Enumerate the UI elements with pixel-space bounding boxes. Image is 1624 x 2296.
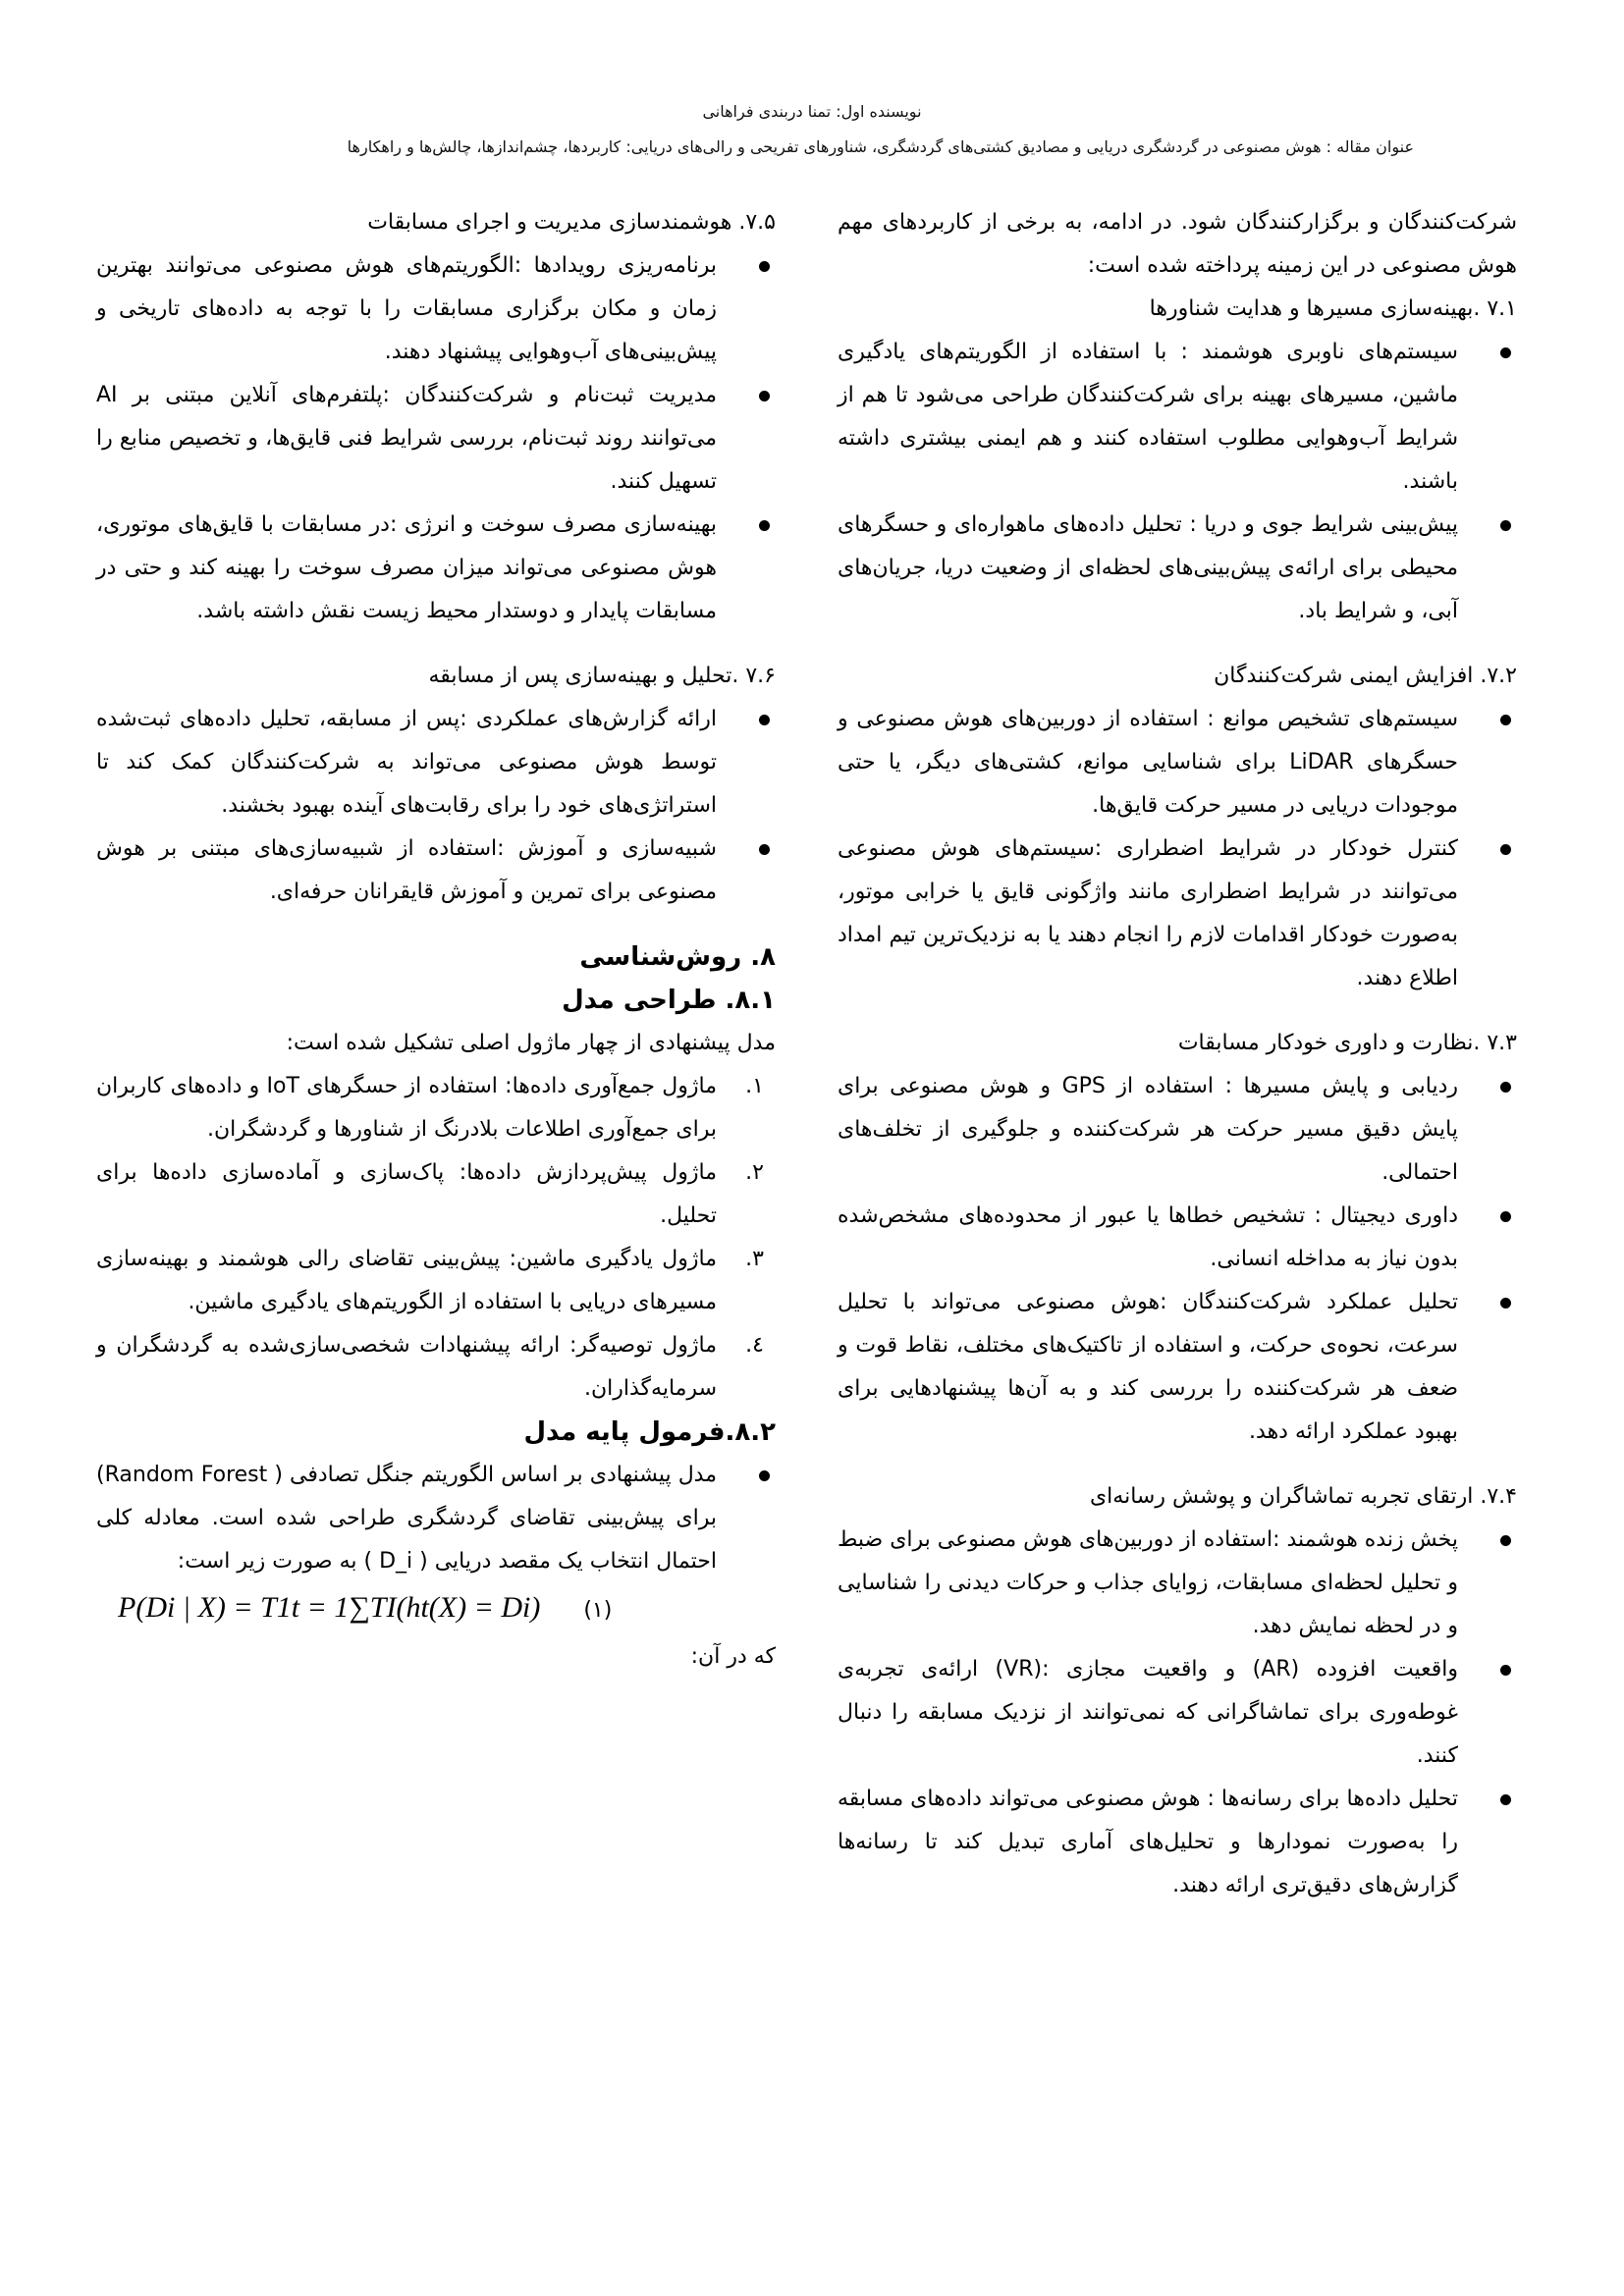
list-item [838, 698, 1517, 828]
section-7-5-heading: ۷.۵. هوشمندسازی مدیریت و اجرای مسابقات [367, 210, 776, 235]
section-7-4-list [838, 1519, 1517, 1907]
list-item-text: کنترل خودکار در شرایط اضطراری :سیستم‌های هوش مصنوعی می‌توانند در شرایط اضطراری مانند واژگونی قایق یا خرابی موتور، به‌صورت خودکار اقدامات لازم را انجام دهند یا به نزدیک‌ترین تیم امداد اطلاع دهند. [838, 836, 1458, 990]
left-column [96, 201, 776, 1679]
bullet-icon [1500, 1665, 1511, 1676]
module-item [96, 1065, 776, 1151]
intro-paragraph: شرکت‌کنندگان و برگزارکنندگان شود. در ادامه، به برخی از کاربردهای مهم هوش مصنوعی در این زمینه پرداخته شده است: [838, 210, 1517, 278]
equation-number: (۱) [583, 1598, 613, 1623]
header-article-title: عنوان مقاله : هوش مصنوعی در گردشگری دریایی و مصادیق کشتی‌های گردشگری، شناورهای تفریحی و رالی‌های دریایی: کاربردها، چشم‌اندازها، چالش‌ها و راهکارها [347, 137, 1414, 156]
module-item [96, 1151, 776, 1238]
list-item-text: بهینه‌سازی مصرف سوخت و انرژی :در مسابقات با قایق‌های موتوری، هوش مصنوعی می‌تواند میزان مصرف سوخت را بهینه کند و حتی در مسابقات پایدار و دوستدار محیط زیست نقش داشته باشد. [96, 512, 717, 623]
list-item [838, 331, 1517, 504]
bullet-icon [759, 520, 770, 531]
section-8-1-heading: ۸.۱. طراحی مدل [562, 986, 776, 1015]
bullet-icon [759, 844, 770, 855]
list-item [96, 374, 776, 504]
section-8-2-heading: ۸.۲.فرمول پایه مدل [523, 1417, 776, 1447]
list-item-text: پخش زنده هوشمند :استفاده از دوربین‌های هوش مصنوعی برای ضبط و تحلیل لحظه‌ای مسابقات، زوایای جذاب و حرکات دیدنی را شناسایی و در لحظه نمایش دهد. [838, 1527, 1458, 1638]
list-item [838, 1195, 1517, 1281]
section-7-3-list [838, 1065, 1517, 1454]
list-item [96, 244, 776, 374]
list-item-text: داوری دیجیتال : تشخیص خطاها یا عبور از محدوده‌های مشخص‌شده بدون نیاز به مداخله انسانی. [838, 1203, 1458, 1271]
list-item [838, 504, 1517, 633]
list-item [838, 1778, 1517, 1907]
equation [96, 1583, 776, 1635]
section-8-heading: ۸. روش‌شناسی [579, 942, 776, 972]
section-7-4-heading: ۷.۴. ارتقای تجربه تماشاگران و پوشش رسانه‌ای [1089, 1484, 1517, 1509]
list-item [838, 1065, 1517, 1195]
section-7-1-heading: ۷.۱ .بهینه‌سازی مسیرها و هدایت شناورها [1149, 296, 1517, 321]
module-number: ٣. [745, 1247, 764, 1271]
section-7-2-list [838, 698, 1517, 1000]
modules-list [96, 1065, 776, 1411]
list-item-text: واقعیت افزوده (AR) و واقعیت مجازی :(VR) ارائه‌ی تجربه‌ی غوطه‌وری برای تماشاگرانی که نمی‌توانند از نزدیک مسابقه را دنبال کنند. [838, 1657, 1458, 1768]
list-item [96, 698, 776, 828]
header-author: نویسنده اول: تمنا دربندی فراهانی [702, 102, 922, 121]
list-item [838, 828, 1517, 1000]
list-item-text: برنامه‌ریزی رویدادها :الگوریتم‌های هوش مصنوعی می‌توانند بهترین زمان و مکان برگزاری مسابقات را با توجه به داده‌های تاریخی و پیش‌بینی‌های آب‌وهوایی پیشنهاد دهند. [96, 253, 717, 364]
list-item [96, 1454, 776, 1583]
bullet-icon [1500, 347, 1511, 358]
list-item-text: ارائه گزارش‌های عملکردی :پس از مسابقه، تحلیل داده‌های ثبت‌شده توسط هوش مصنوعی می‌تواند به شرکت‌کنندگان کمک کند تا استراتژی‌های خود را برای رقابت‌های آینده بهبود بخشند. [96, 707, 717, 818]
list-item-text: تحلیل عملکرد شرکت‌کنندگان :هوش مصنوعی می‌تواند با تحلیل سرعت، نحوه‌ی حرکت، و استفاده از تاکتیک‌های مختلف، نقاط قوت و ضعف هر شرکت‌کننده را بررسی کند و به آن‌ها پیشنهادهایی برای بهبود عملکرد ارائه دهد. [838, 1290, 1458, 1444]
section-8-2-list [96, 1454, 776, 1583]
list-item-text: مدیریت ثبت‌نام و شرکت‌کنندگان :پلتفرم‌های آنلاین مبتنی بر AI می‌توانند روند ثبت‌نام، بررسی شرایط فنی قایق‌ها، و تخصیص منابع را تسهیل کنند. [96, 383, 717, 494]
list-item-text: ردیابی و پایش مسیرها : استفاده از GPS و هوش مصنوعی برای پایش دقیق مسیر حرکت هر شرکت‌کننده و جلوگیری از تخلف‌های احتمالی. [838, 1074, 1459, 1185]
equation-formula: P(Di | X) = T1t = 1∑TI(ht(X) = Di) [118, 1591, 541, 1624]
bullet-icon [1500, 1535, 1511, 1546]
after-formula-text: که در آن: [690, 1644, 776, 1669]
list-item-text: شبیه‌سازی و آموزش :استفاده از شبیه‌سازی‌های مبتنی بر هوش مصنوعی برای تمرین و آموزش قایقرانان حرفه‌ای. [96, 836, 717, 904]
list-item-text: مدل پیشنهادی بر اساس الگوریتم جنگل تصادفی ( Random Forest) برای پیش‌بینی تقاضای گردشگری طراحی شده است. معادله کلی احتمال انتخاب یک مقصد دریایی ( D_i ) به صورت زیر است: [96, 1463, 718, 1574]
bullet-icon [1500, 1211, 1511, 1222]
module-text: ماژول توصیه‌گر: ارائه پیشنهادات شخصی‌سازی‌شده به گردشگران و سرمایه‌گذاران. [96, 1333, 717, 1401]
section-7-3-heading: ۷.۳ .نظارت و داوری خودکار مسابقات [1177, 1031, 1517, 1055]
bullet-icon [1500, 715, 1511, 725]
list-item [838, 1281, 1517, 1454]
list-item-text: تحلیل داده‌ها برای رسانه‌ها : هوش مصنوعی می‌تواند داده‌های مسابقه را به‌صورت نمودارها و تحلیل‌های آماری تبدیل کند تا رسانه‌ها گزارش‌های دقیق‌تری ارائه دهند. [838, 1787, 1458, 1897]
module-text: ماژول پیش‌پردازش داده‌ها: پاک‌سازی و آماده‌سازی داده‌ها برای تحلیل. [96, 1160, 717, 1228]
bullet-icon [759, 261, 770, 272]
module-text: ماژول یادگیری ماشین: پیش‌بینی تقاضای رالی هوشمند و بهینه‌سازی مسیرهای دریایی با استفاده از الگوریتم‌های یادگیری ماشین. [96, 1247, 717, 1314]
list-item [838, 1519, 1517, 1648]
module-number: ٢. [745, 1160, 764, 1185]
module-text: ماژول جمع‌آوری داده‌ها: استفاده از حسگرهای IoT و داده‌های کاربران برای جمع‌آوری اطلاعات بلادرنگ از شناورها و گردشگران. [96, 1074, 717, 1142]
module-item [96, 1238, 776, 1324]
section-7-6-heading: ۷.۶ .تحلیل و بهینه‌سازی پس از مسابقه [428, 664, 776, 688]
list-item-text: سیستم‌های تشخیص موانع : استفاده از دوربین‌های هوش مصنوعی و حسگرهای LiDAR برای شناسایی موانع، کشتی‌های دیگر، یا حتی موجودات دریایی در مسیر حرکت قایق‌ها. [838, 707, 1459, 818]
list-item-text: پیش‌بینی شرایط جوی و دریا : تحلیل داده‌های ماهواره‌ای و حسگرهای محیطی برای ارائه‌ی پیش‌بینی‌های لحظه‌ای از وضعیت دریا، جریان‌های آبی، و شرایط باد. [838, 512, 1458, 623]
list-item [838, 1648, 1517, 1778]
section-7-2-heading: ۷.۲. افزایش ایمنی شرکت‌کنندگان [1214, 664, 1517, 688]
list-item-text: سیستم‌های ناوبری هوشمند : با استفاده از الگوریتم‌های یادگیری ماشین، مسیرهای بهینه برای شرکت‌کنندگان طراحی می‌شود تا هم از شرایط آب‌وهوایی مطلوب استفاده کنند و هم ایمنی بیشتری داشته باشند. [838, 340, 1458, 494]
section-7-5-list [96, 244, 776, 633]
list-item [96, 828, 776, 914]
bullet-icon [759, 1470, 770, 1481]
module-number: ١. [745, 1074, 764, 1098]
section-7-6-list [96, 698, 776, 914]
right-column [838, 201, 1517, 1907]
bullet-icon [1500, 1082, 1511, 1093]
module-number: ٤. [745, 1333, 764, 1358]
bullet-icon [1500, 520, 1511, 531]
bullet-icon [1500, 1298, 1511, 1308]
list-item [96, 504, 776, 633]
bullet-icon [759, 391, 770, 401]
bullet-icon [1500, 844, 1511, 855]
section-7-1-list [838, 331, 1517, 633]
section-8-1-intro: مدل پیشنهادی از چهار ماژول اصلی تشکیل شده است: [286, 1031, 776, 1055]
module-item [96, 1324, 776, 1411]
bullet-icon [759, 715, 770, 725]
bullet-icon [1500, 1794, 1511, 1805]
